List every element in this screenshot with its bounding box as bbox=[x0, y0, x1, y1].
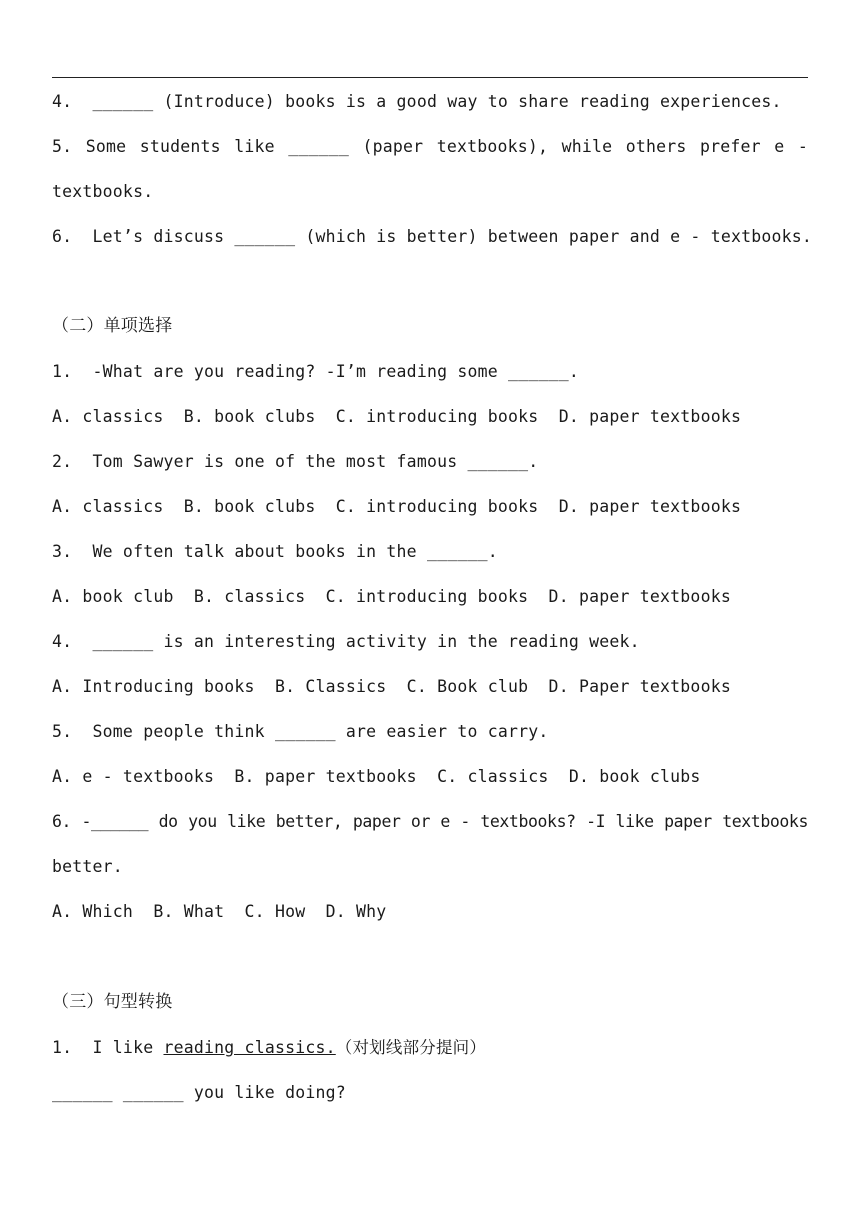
underlined-phrase: reading classics. bbox=[163, 1038, 336, 1057]
choice-question-3: 3. We often talk about books in the ______. bbox=[52, 542, 498, 561]
choice-question-6: 6. -______ do you like better, paper or e - textbooks? -I like paper textbooks bbox=[52, 812, 808, 831]
instruction-note: （对划线部分提问） bbox=[335, 1038, 487, 1057]
choice-options-2: A. classics B. book clubs C. introducing books D. paper textbooks bbox=[52, 497, 742, 516]
transform-question-1 bbox=[52, 1037, 812, 1059]
section-heading-single-choice: （二）单项选择 bbox=[52, 316, 173, 336]
choice-options-6: A. Which B. What C. How D. Why bbox=[52, 902, 387, 921]
choice-options-4: A. Introducing books B. Classics C. Book club D. Paper textbooks bbox=[52, 677, 731, 696]
choice-question-6-continued: better. bbox=[52, 857, 123, 876]
choice-question-4: 4. ______ is an interesting activity in the reading week. bbox=[52, 632, 640, 651]
choice-options-1: A. classics B. book clubs C. introducing books D. paper textbooks bbox=[52, 407, 742, 426]
section-heading-sentence-transformation: （三）句型转换 bbox=[52, 992, 173, 1012]
choice-question-5: 5. Some people think ______ are easier to carry. bbox=[52, 722, 549, 741]
fill-question-4: 4. ______ (Introduce) books is a good way to share reading experiences. bbox=[52, 92, 782, 111]
choice-question-1: 1. -What are you reading? -I’m reading some ______. bbox=[52, 362, 579, 381]
choice-options-5: A. e - textbooks B. paper textbooks C. classics D. book clubs bbox=[52, 767, 701, 786]
top-rule bbox=[52, 77, 808, 78]
choice-question-2: 2. Tom Sawyer is one of the most famous ______. bbox=[52, 452, 539, 471]
choice-options-3: A. book club B. classics C. introducing books D. paper textbooks bbox=[52, 587, 731, 606]
transform-question-1-prefix: 1. I like bbox=[52, 1038, 164, 1057]
fill-question-5-continued: textbooks. bbox=[52, 182, 154, 201]
fill-question-6: 6. Let’s discuss ______ (which is better) between paper and e - textbooks. bbox=[52, 227, 813, 246]
fill-question-5: 5. Some students like ______ (paper textbooks), while others prefer e - bbox=[52, 137, 808, 156]
transform-answer-1: ______ ______ you like doing? bbox=[52, 1083, 346, 1102]
